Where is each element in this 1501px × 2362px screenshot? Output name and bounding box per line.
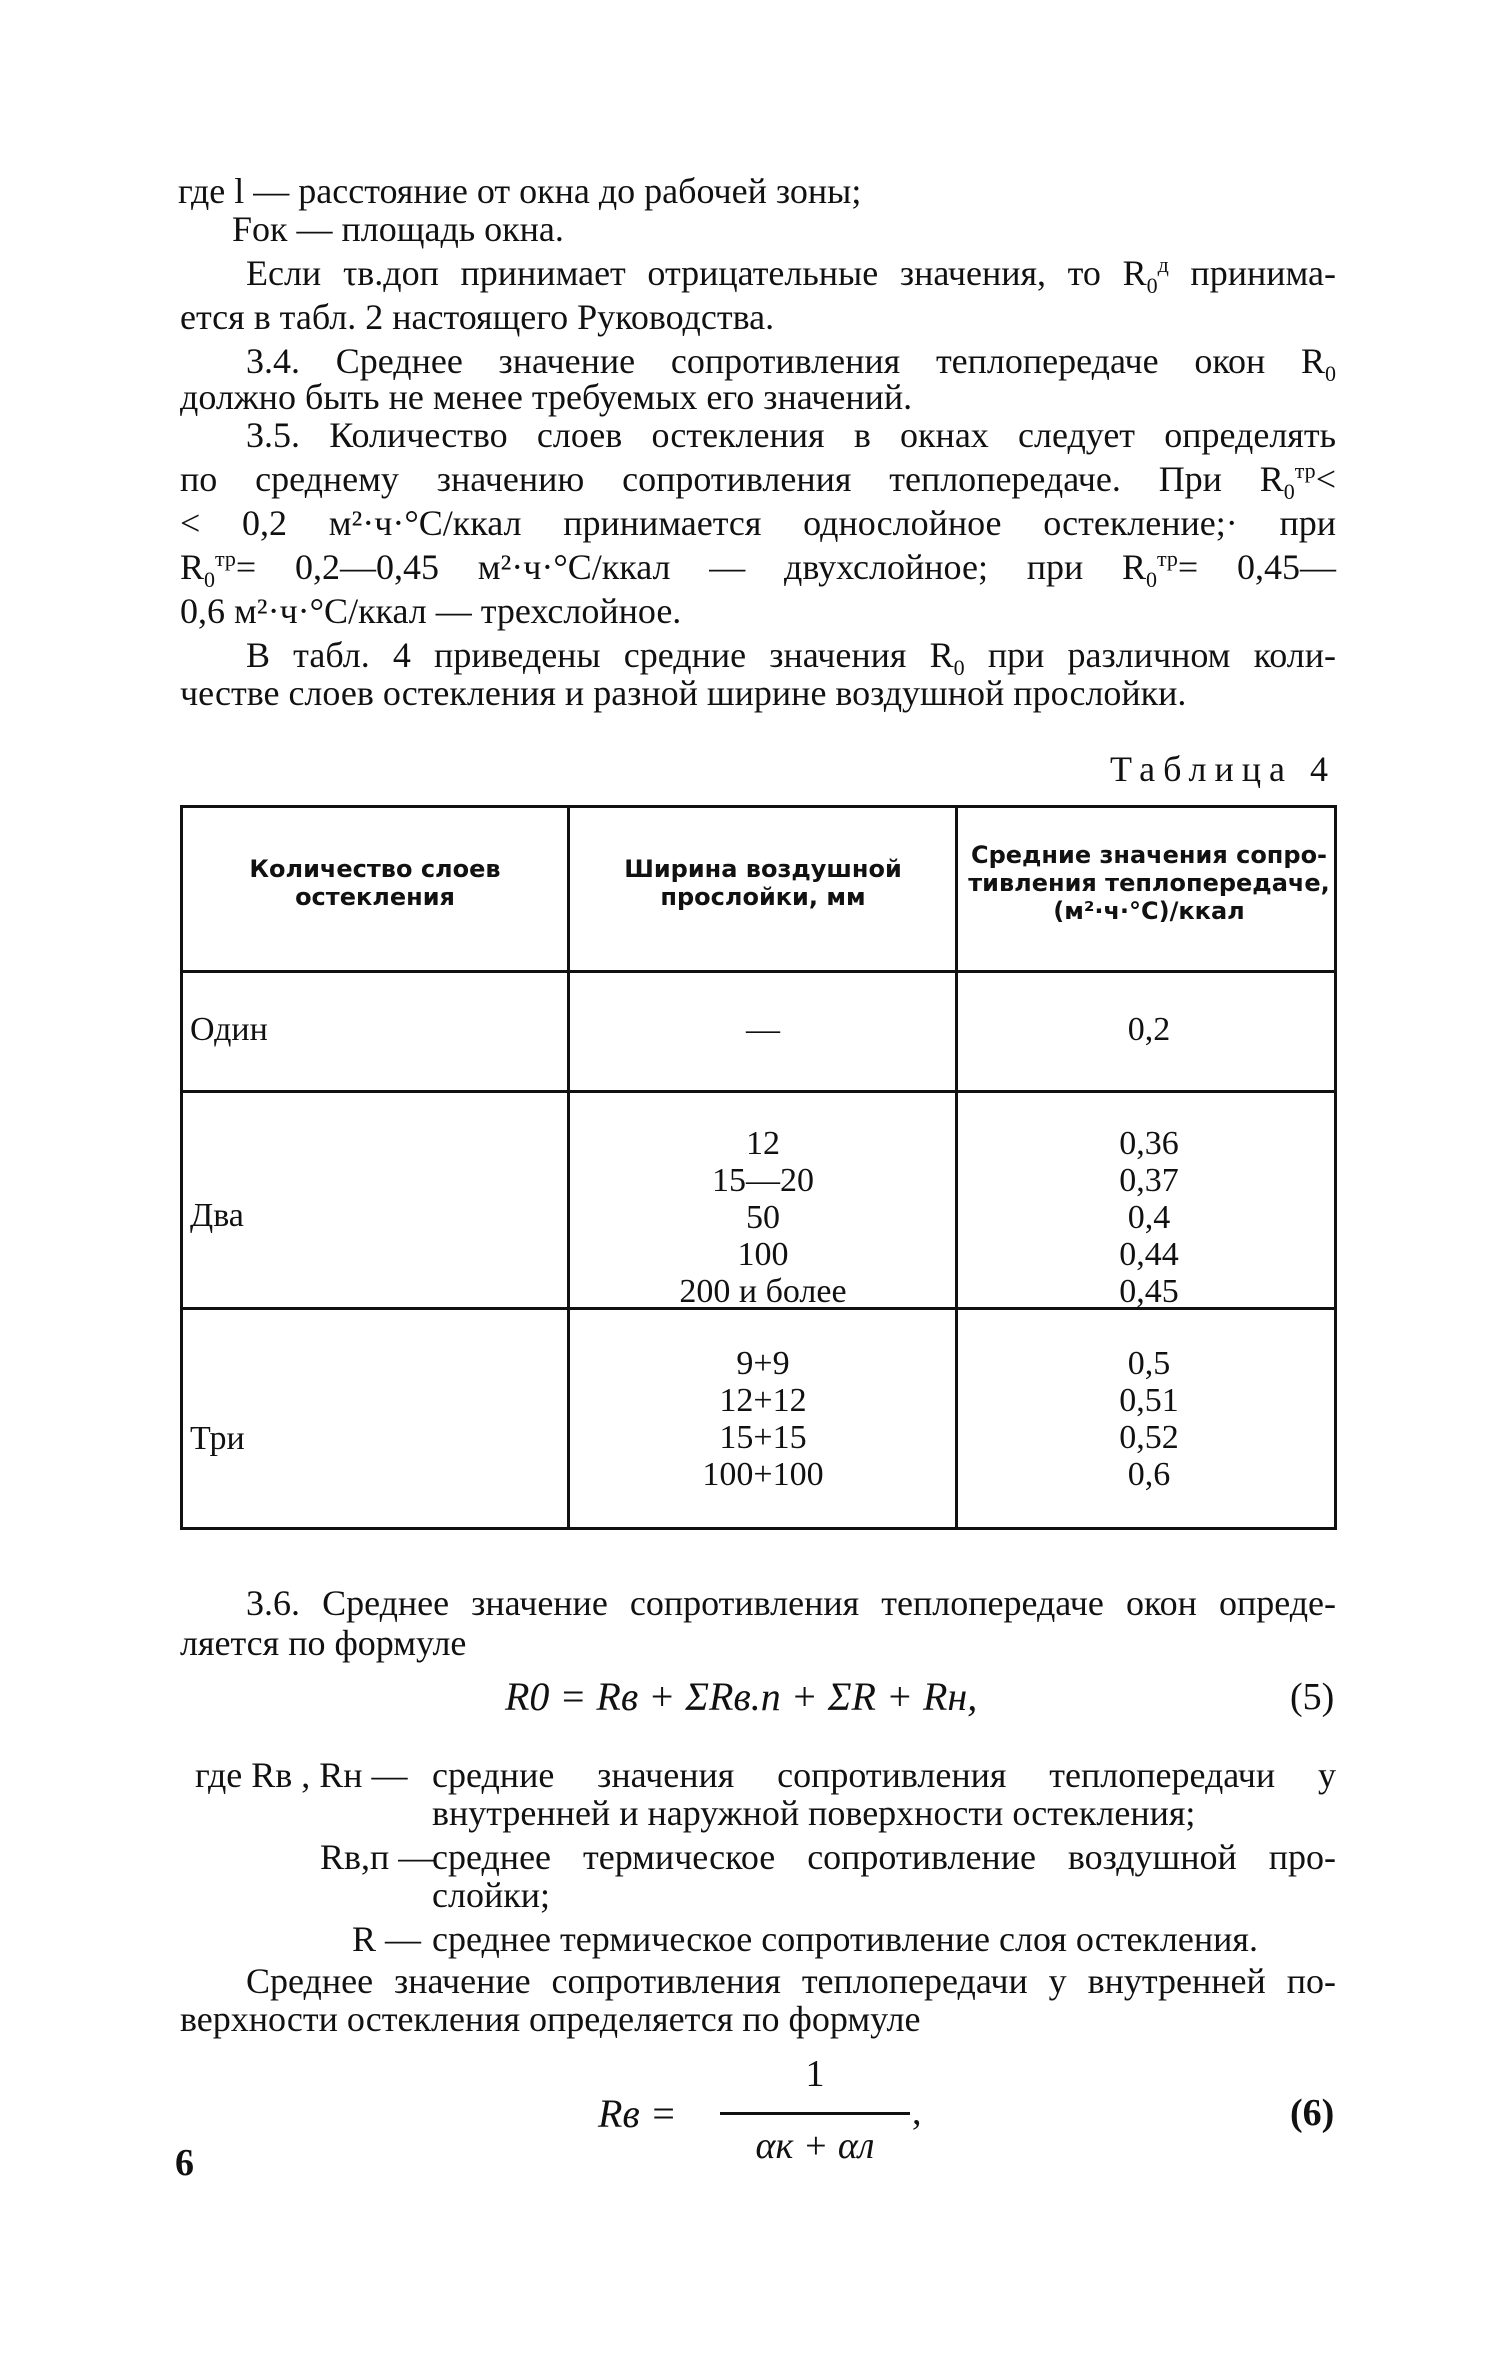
text-fragment: 0,6 м²·ч·°С/ккал — трехслойное.	[180, 591, 682, 631]
text-line	[180, 588, 681, 634]
header-layers: Количество слоев остекления	[249, 855, 501, 911]
text-line: где l — расстояние от окна до рабочей зоны;	[178, 171, 862, 211]
text-fragment: ляется по формуле	[180, 1623, 467, 1663]
text-line	[180, 500, 1336, 546]
where-rv-rn-label: где Rв , Rн —	[195, 1755, 408, 1795]
table-header-border	[180, 970, 1337, 973]
text-fragment: при различном коли-	[987, 635, 1336, 675]
text-fragment: по среднему значению сопротивления теплопередаче. При R	[180, 459, 1284, 499]
width-value: 100	[737, 1236, 789, 1273]
where-r-label: R —	[352, 1919, 422, 1959]
where-fok-line	[232, 206, 564, 252]
text-fragment: 3.4. Среднее значение сопротивления теплопередаче окон R	[246, 341, 1325, 381]
resistance-value: 0,4	[1127, 1199, 1171, 1236]
row-1-width: —	[746, 1011, 780, 1048]
row-3-values	[968, 1345, 1330, 1493]
width-value: 12	[746, 1125, 780, 1162]
text-line: Fок — площадь окна.	[232, 209, 564, 249]
text-fragment: честве слоев остекления и разной ширине воздушной прослойки.	[180, 673, 1187, 713]
text-fragment: средние значения сопротивления теплопередачи у	[432, 1755, 1336, 1795]
table-left-border	[180, 805, 183, 1530]
formula-6-fraction-bar	[720, 2112, 910, 2115]
resistance-value: 0,6	[1127, 1456, 1171, 1493]
row-2-widths	[578, 1125, 948, 1310]
text-fragment: ется в табл. 2 настоящего Руководства.	[180, 297, 775, 337]
table-col-border	[567, 805, 570, 1530]
where-rvp-desc	[432, 1834, 1336, 1880]
where-r-desc: среднее термическое сопротивление слоя остекления.	[432, 1919, 1258, 1959]
text-fragment: = 0,2—0,45 м²·ч·°С/ккал — двухслойное; при R	[235, 547, 1147, 587]
header-values: Средние значения сопро-тивления теплопередаче, (м²·ч·°С)/ккал	[968, 841, 1330, 925]
width-value: 100+100	[702, 1456, 824, 1493]
text-line: $R_0^{тр}=$ 0,2—0,45 м²·ч·°С/ккал — двухслойное; при $R_0^{тр}=$ 0,45—	[180, 546, 1336, 593]
text-fragment: В табл. 4 приведены средние значения R	[246, 635, 954, 675]
text-line: по среднему значению сопротивления теплопередаче. При $R_0^{тр}<$	[180, 458, 1336, 505]
formula-6-denominator: αк + αл	[755, 2125, 875, 2167]
where-rvp-label: Rв,п —	[320, 1837, 435, 1877]
width-value: 15+15	[719, 1419, 807, 1456]
resistance-value: 0,51	[1119, 1382, 1179, 1419]
width-value: 15—20	[712, 1162, 814, 1199]
text-fragment: принима-	[1190, 253, 1336, 293]
page-number: 6	[175, 2142, 194, 2184]
table-right-border	[1334, 805, 1337, 1530]
text-fragment: 3.6. Среднее значение сопротивления теплопередаче окон опреде-	[246, 1583, 1336, 1623]
table-row-border	[180, 1090, 1337, 1093]
text-line	[180, 670, 1186, 716]
text-fragment: < 0,2 м²·ч·°С/ккал принимается однослойное остекление;· при	[180, 503, 1336, 543]
row-1-layers: Один	[190, 1011, 268, 1048]
resistance-value: 0,5	[1127, 1345, 1171, 1382]
row-3-widths	[578, 1345, 948, 1493]
table-caption	[1110, 746, 1336, 792]
formula-5: R0 = Rв + ΣRв.п + ΣR + Rн,	[505, 1674, 978, 1719]
text-fragment: должно быть не менее требуемых его значений.	[180, 377, 913, 417]
row-2-values	[968, 1125, 1330, 1310]
text-line: внутренней и наружной поверхности остекления;	[432, 1793, 1196, 1833]
row-2-layers: Два	[190, 1197, 244, 1234]
resistance-value: 0,37	[1119, 1162, 1179, 1199]
text-fragment: Среднее значение сопротивления теплопередачи у внутренней по-	[246, 1961, 1336, 2001]
formula-6-comma: ,	[912, 2091, 922, 2133]
text-fragment: Если τв.доп принимает отрицательные значения, то R	[246, 253, 1147, 293]
text-fragment: = 0,45—	[1177, 547, 1336, 587]
paragraph-table4-intro: В табл. 4 приведены средние значения $R_0$ при различном коли-	[246, 635, 1336, 681]
width-value: 200 и более	[679, 1273, 847, 1310]
text-line: верхности остекления определяется по формуле	[180, 1999, 921, 2039]
text-line	[180, 294, 774, 340]
equation-number-5: (5)	[1290, 1676, 1335, 1718]
width-value: 12+12	[719, 1382, 807, 1419]
row-1-value: 0,2	[1127, 1011, 1171, 1048]
table-col-border	[955, 805, 958, 1530]
text-line: слойки;	[432, 1875, 550, 1915]
text-fragment: Таблица 4	[1110, 749, 1336, 789]
paragraph-negative-values: Если τв.доп принимает отрицательные значения, то $R_0^д$ принима-	[246, 252, 1336, 299]
resistance-value: 0,52	[1119, 1419, 1179, 1456]
formula-6-lhs: Rв =	[598, 2091, 677, 2136]
equation-number-6: (6)	[1290, 2092, 1335, 2134]
formula-6-numerator: 1	[805, 2053, 825, 2095]
resistance-value: 0,45	[1119, 1273, 1179, 1310]
resistance-value: 0,36	[1119, 1125, 1179, 1162]
table-top-border	[180, 805, 1337, 808]
text-fragment: 3.5. Количество слоев остекления в окнах следует определять	[246, 415, 1336, 455]
text-line	[180, 1620, 466, 1666]
text-fragment: R	[180, 547, 205, 587]
table-4	[180, 805, 1337, 1530]
width-value: 9+9	[736, 1345, 790, 1382]
paragraph-3-5	[246, 412, 1336, 458]
width-value: 50	[746, 1199, 780, 1236]
paragraph-3-4: 3.4. Среднее значение сопротивления теплопередаче окон $R_0$	[246, 341, 1336, 387]
row-3-layers: Три	[190, 1420, 245, 1457]
header-width: Ширина воздушной прослойки, мм	[624, 855, 902, 911]
text-fragment: среднее термическое сопротивление воздушной про-	[432, 1837, 1336, 1877]
table-bottom-border	[180, 1527, 1337, 1530]
resistance-value: 0,44	[1119, 1236, 1179, 1273]
